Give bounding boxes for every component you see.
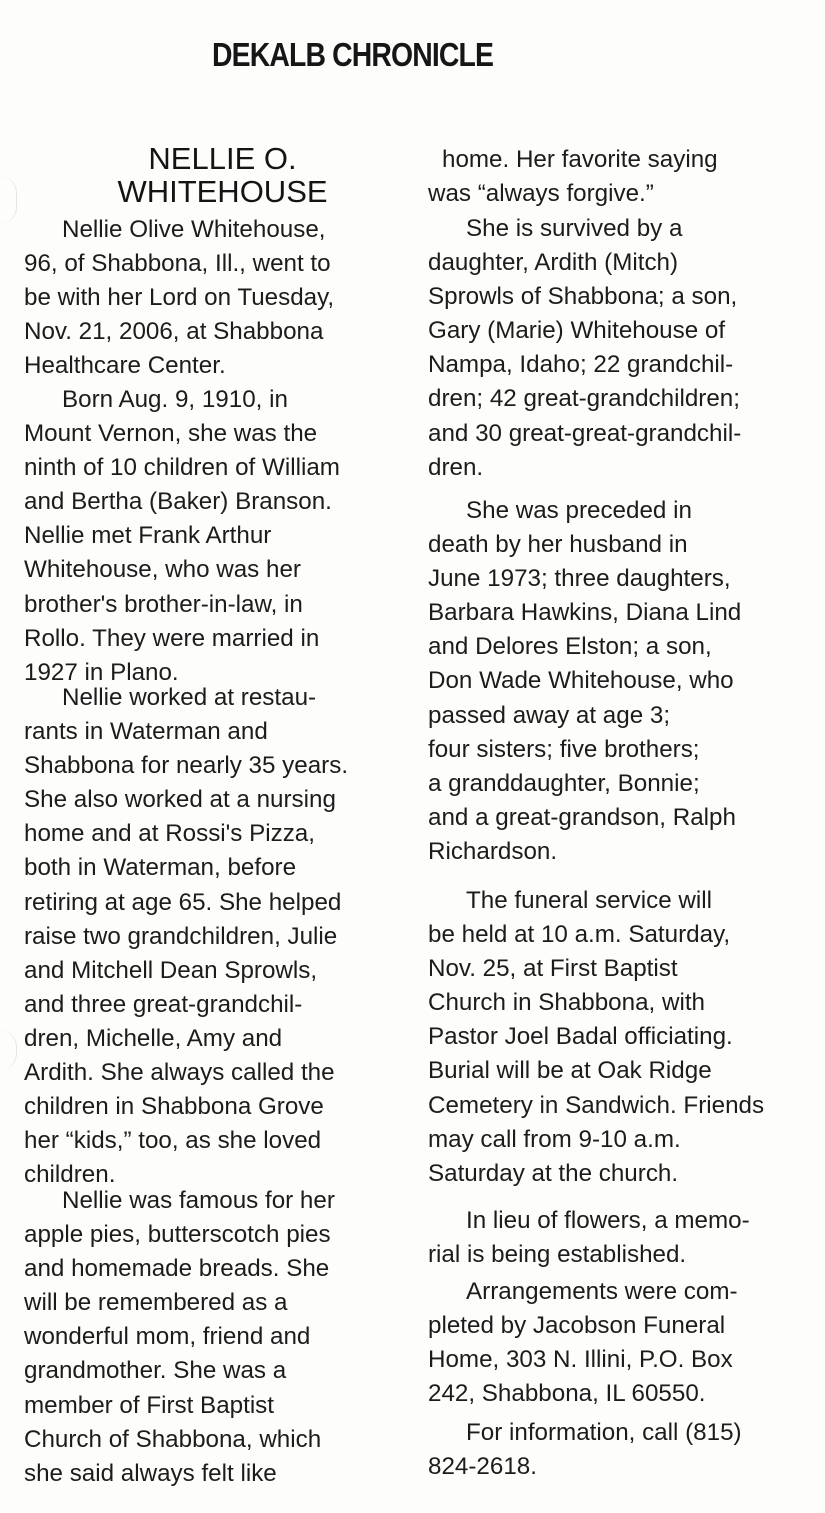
obituary-headline: NELLIE O. WHITEHOUSE (117, 141, 328, 209)
paragraph-preceded: She was preceded in death by her husband in June 1973; three daughters, Barbara Hawkins, Diana Lind and Delores Elston; a son, Don Wade Whitehouse, who passed away at age 3; four sisters; five brothers; a granddaughter, Bonnie; and a great-grandson, Ralph Richardson. (428, 497, 742, 865)
paragraph-arrangements: Arrangements were com- pleted by Jacobson Funeral Home, 303 N. Illini, P.O. Box 242, Shabbona, IL 60550. (428, 1278, 738, 1408)
paragraph-birth: Born Aug. 9, 1910, in Mount Vernon, she was the ninth of 10 children of William and Bertha (Baker) Branson. Nellie met Frank Arthur Whitehouse, who was her brother's brother-in-law, in Rollo. They were married in 1927 in Plano. (24, 386, 340, 686)
paragraph-continuation: home. Her favorite saying was “always forgive.” (428, 146, 718, 208)
paragraph-intro: Nellie Olive Whitehouse, 96, of Shabbona, Ill., went to be with her Lord on Tuesday, Nov. 21, 2006, at Shabbona Healthcare Center. (24, 216, 335, 380)
paragraph-work: Nellie worked at restau- rants in Waterman and Shabbona for nearly 35 years. She also worked at a nursing home and at Rossi's Pizza, both in Waterman, before retiring at age 65. She helped raise two grandchildren, Julie and Mitchell Dean Sprowls, and three great-grandchil- dren, Michelle, Amy and Ardith. She always called the children in Shabbona Grove her “kids,” too, as she loved children. (24, 684, 349, 1189)
scan-edge-mark (0, 1030, 17, 1070)
paragraph-information: For information, call (815) 824-2618. (428, 1419, 742, 1481)
newspaper-masthead: DEKALB CHRONICLE (212, 36, 494, 73)
paragraph-remembered: Nellie was famous for her apple pies, butterscotch pies and homemade breads. She will be remembered as a wonderful mom, friend and grandmother. She was a member of First Baptist Church of Shabbona, which she said always felt like (24, 1187, 335, 1487)
paragraph-memorial: In lieu of flowers, a memo- rial is being established. (428, 1207, 750, 1269)
paragraph-funeral: The funeral service will be held at 10 a.m. Saturday, Nov. 25, at First Baptist Church in Shabbona, with Pastor Joel Badal officiating. Burial will be at Oak Ridge Cemetery in Sandwich. Friends may call from 9-10 a.m. Saturday at the church. (428, 887, 765, 1187)
scan-edge-mark (0, 176, 17, 224)
paragraph-survived: She is survived by a daughter, Ardith (Mitch) Sprowls of Shabbona; a son, Gary (Marie) Whitehouse of Nampa, Idaho; 22 grandchil- dren; 42 great-grandchildren; and 30 great-great-grandchil- dren. (428, 215, 742, 481)
